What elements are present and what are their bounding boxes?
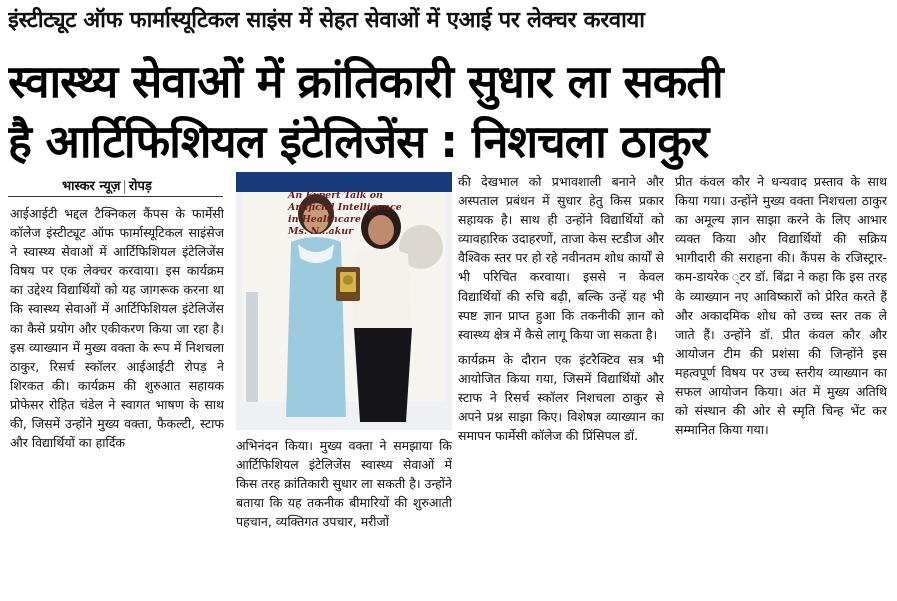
byline-place: रोपड़ bbox=[128, 179, 152, 194]
column-4-text: प्रीत कंवल कौर ने धन्यवाद प्रस्ताव के साथ किया गया। उन्होंने मुख्य वक्ता निशचला ठाकुर का अमूल्य ज्ञान साझा करने के लिए आभार व्यक्त किया और विद्यार्थियों की सक्रिय भागीदारी की सराहना की। कैंपस के रजिस्ट्रार-कम-डायरेक ्टर डॉ. बिंद्रा ने कहा कि इस तरह के व्याख्यान नए आविष्कारों को प्रेरित करते हैं और अकादमिक शोध को उच्च स्तर तक ले जाते हैं। उन्होंने डॉ. प्रीत कंवल कौर और आयोजन टीम की प्रशंसा की जिन्होंने इस महत्वपूर्ण विषय पर उच्च स्तरीय व्याख्यान का सफल आयोजन किया। अंत में मुख्य अतिथि को संस्थान की ओर से स्मृति चिन्ह भेंट कर सम्मानित किया गया। bbox=[675, 174, 887, 438]
kicker-headline: इंस्टीट्यूट ऑफ फार्मास्यूटिकल साइंस में सेहत सेवाओं में एआई पर लेक्चर करवाया bbox=[8, 8, 645, 33]
headline-line-1: स्वास्थ्य सेवाओं में क्रांतिकारी सुधार ला सकती bbox=[8, 55, 723, 108]
photo-banner-line-2: Artificial Intelligence bbox=[288, 202, 402, 213]
photo-banner-line-3: in Healthcare bbox=[288, 214, 361, 225]
headline-line-2: है आर्टिफिशियल इंटेलिजेंस : निशचला ठाकुर bbox=[8, 115, 709, 168]
photo-banner-line-1: An Expert Talk on bbox=[288, 190, 383, 201]
column-3-paragraph-2: कार्यक्रम के दौरान एक इंटरैक्टिव सत्र भी आयोजित किया गया, जिसमें विद्यार्थियों और स्टाफ ने रिसर्च स्कॉलर निशचला ठाकुर से अपने प्रश्न साझा किए। विशेषज्ञ व्याख्यान का समापन फार्मेसी कॉलेज की प्रिंसिपल डॉ. bbox=[458, 351, 664, 444]
event-photo bbox=[236, 172, 452, 430]
column-1-text: आईआईटी भद्दल टैक्निकल कैंपस के फार्मेसी कॉलेज इंस्टीट्यूट ऑफ फार्मास्यूटिकल साइंसेज ने स्वास्थ्य सेवाओं में आर्टिफिशियल इंटेलिजेंस विषय पर एक लेक्चर करवाया। इस कार्यक्रम का उद्देश्य विद्यार्थियों को यह जागरूक करना था कि स्वास्थ्य सेवाओं में आर्टिफिशियल इंटेलिजेंस का कैसे प्रयोग और एकीकरण किया जा रहा है। इस व्याख्यान में मुख्य वक्ता के रूप में निशचला ठाकुर, रिसर्च स्कॉलर आईआईटी रोपड़ ने शिरकत की। कार्यक्रम की शुरुआत सहायक प्रोफेसर रोहित चंडेल ने स्वागत भाषण के साथ की, जिसमें उन्होंने मुख्य वक्ता, फैकल्टी, स्टाफ और विद्यार्थियों का हार्दिक bbox=[10, 206, 224, 451]
photo-banner-text bbox=[288, 190, 428, 238]
column-3-paragraph-1: की देखभाल को प्रभावशाली बनाने और अस्पताल प्रबंधन में सुधार हेतु किस प्रकार सहायक है। साथ ही उन्होंने विद्यार्थियों को व्यावहारिक उदाहरणों, ताजा केस स्टडीज और वैश्विक स्तर पर हो रहे नवीनतम शोध कार्यों से भी परिचित करवाया। इससे न केवल विद्यार्थियों की रुचि बढ़ी, बल्कि उन्हें यह भी स्पष्ट ज्ञान प्राप्त हुआ कि तकनीकी ज्ञान को स्वास्थ्य क्षेत्र में कैसे लागू किया जा सकता है। bbox=[458, 174, 664, 342]
article-column-3 bbox=[458, 172, 664, 596]
article-column-2 bbox=[236, 436, 452, 596]
column-2-text: अभिनंदन किया। मुख्य वक्ता ने समझाया कि आर्टिफिशियल इंटेलिजेंस स्वास्थ्य सेवाओं में किस तरह क्रांतिकारी सुधार ला सकती है। उन्होंने बताया कि यह तकनीक बीमारियों की शुरुआती पहचान, व्यक्तिगत उपचार, मरीजों bbox=[236, 438, 452, 530]
main-headline bbox=[8, 52, 888, 172]
photo-banner-name: Ms. N...akur bbox=[288, 226, 354, 237]
article-column-4 bbox=[675, 172, 887, 596]
byline-rule bbox=[8, 196, 223, 197]
byline-separator: | bbox=[122, 179, 127, 194]
byline-source: भास्कर न्यूज़ bbox=[62, 179, 121, 194]
article-column-1 bbox=[10, 204, 224, 596]
byline bbox=[62, 176, 152, 194]
